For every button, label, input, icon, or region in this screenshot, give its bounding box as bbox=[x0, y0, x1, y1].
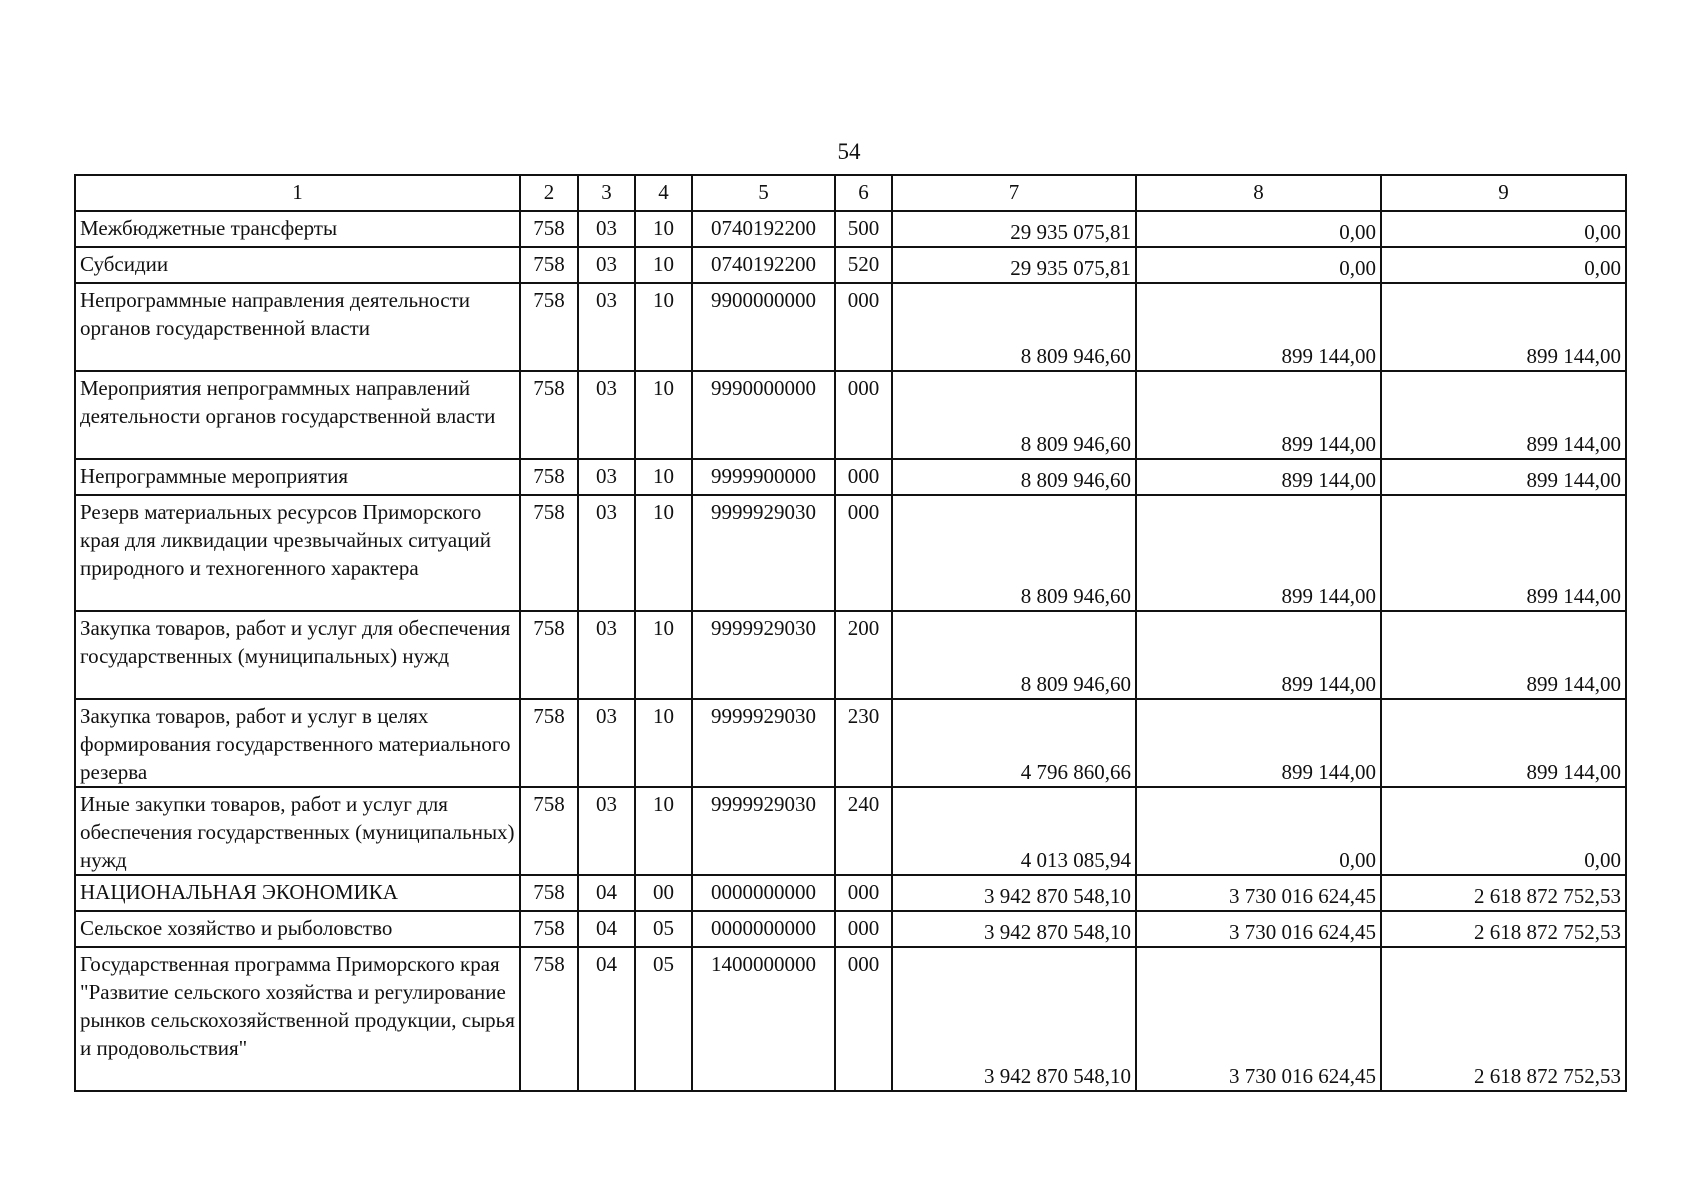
column-header-row bbox=[75, 175, 1626, 211]
target-article-code: 9900000000 bbox=[692, 283, 835, 371]
budget-table bbox=[74, 174, 1627, 1092]
table-row bbox=[75, 459, 1626, 495]
admin-code: 758 bbox=[520, 459, 578, 495]
expense-type-code: 200 bbox=[835, 611, 892, 699]
target-article-code: 9999929030 bbox=[692, 495, 835, 611]
page-number: 54 bbox=[837, 139, 861, 164]
section-code: 03 bbox=[578, 611, 635, 699]
target-article-code: 1400000000 bbox=[692, 947, 835, 1091]
admin-code: 758 bbox=[520, 371, 578, 459]
column-header: 6 bbox=[835, 175, 892, 211]
expense-type-code: 000 bbox=[835, 947, 892, 1091]
expense-type-code: 230 bbox=[835, 699, 892, 787]
row-name: Непрограммные мероприятия bbox=[75, 459, 520, 495]
target-article-code: 9999929030 bbox=[692, 787, 835, 875]
column-header: 7 bbox=[892, 175, 1136, 211]
table-row bbox=[75, 371, 1626, 459]
expense-type-code: 000 bbox=[835, 495, 892, 611]
subsection-code: 10 bbox=[635, 371, 692, 459]
amount-year-2: 899 144,00 bbox=[1136, 283, 1381, 371]
expense-type-code: 240 bbox=[835, 787, 892, 875]
admin-code: 758 bbox=[520, 947, 578, 1091]
row-name: Сельское хозяйство и рыболовство bbox=[75, 911, 520, 947]
section-code: 03 bbox=[578, 371, 635, 459]
amount-year-2: 3 730 016 624,45 bbox=[1136, 911, 1381, 947]
section-code: 04 bbox=[578, 947, 635, 1091]
amount-year-3: 899 144,00 bbox=[1381, 371, 1626, 459]
section-code: 03 bbox=[578, 283, 635, 371]
amount-year-2: 0,00 bbox=[1136, 211, 1381, 247]
amount-year-2: 899 144,00 bbox=[1136, 611, 1381, 699]
amount-year-2: 899 144,00 bbox=[1136, 699, 1381, 787]
section-code: 03 bbox=[578, 211, 635, 247]
row-name: Мероприятия непрограммных направлений деятельности органов государственной власти bbox=[75, 371, 520, 459]
target-article-code: 9999929030 bbox=[692, 611, 835, 699]
expense-type-code: 000 bbox=[835, 459, 892, 495]
target-article-code: 9999929030 bbox=[692, 699, 835, 787]
column-header: 5 bbox=[692, 175, 835, 211]
column-header: 2 bbox=[520, 175, 578, 211]
amount-year-3: 899 144,00 bbox=[1381, 495, 1626, 611]
table-row bbox=[75, 947, 1626, 1091]
admin-code: 758 bbox=[520, 495, 578, 611]
amount-year-2: 0,00 bbox=[1136, 787, 1381, 875]
amount-year-2: 899 144,00 bbox=[1136, 495, 1381, 611]
subsection-code: 10 bbox=[635, 611, 692, 699]
subsection-code: 10 bbox=[635, 459, 692, 495]
section-code: 03 bbox=[578, 787, 635, 875]
expense-type-code: 000 bbox=[835, 283, 892, 371]
section-code: 03 bbox=[578, 459, 635, 495]
section-code: 03 bbox=[578, 247, 635, 283]
admin-code: 758 bbox=[520, 611, 578, 699]
amount-year-3: 0,00 bbox=[1381, 247, 1626, 283]
amount-year-1: 8 809 946,60 bbox=[892, 283, 1136, 371]
admin-code: 758 bbox=[520, 875, 578, 911]
target-article-code: 0740192200 bbox=[692, 211, 835, 247]
amount-year-3: 0,00 bbox=[1381, 787, 1626, 875]
admin-code: 758 bbox=[520, 211, 578, 247]
amount-year-2: 0,00 bbox=[1136, 247, 1381, 283]
subsection-code: 05 bbox=[635, 947, 692, 1091]
admin-code: 758 bbox=[520, 283, 578, 371]
amount-year-1: 8 809 946,60 bbox=[892, 495, 1136, 611]
expense-type-code: 500 bbox=[835, 211, 892, 247]
amount-year-2: 899 144,00 bbox=[1136, 371, 1381, 459]
target-article-code: 0740192200 bbox=[692, 247, 835, 283]
amount-year-3: 2 618 872 752,53 bbox=[1381, 947, 1626, 1091]
amount-year-2: 899 144,00 bbox=[1136, 459, 1381, 495]
subsection-code: 10 bbox=[635, 495, 692, 611]
expense-type-code: 520 bbox=[835, 247, 892, 283]
amount-year-3: 899 144,00 bbox=[1381, 283, 1626, 371]
table-row bbox=[75, 699, 1626, 787]
table-row bbox=[75, 211, 1626, 247]
table-body bbox=[75, 175, 1626, 1091]
row-name: Закупка товаров, работ и услуг в целях формирования государственного материального резерва bbox=[75, 699, 520, 787]
column-header: 3 bbox=[578, 175, 635, 211]
row-name: Иные закупки товаров, работ и услуг для обеспечения государственных (муниципальных) нужд bbox=[75, 787, 520, 875]
amount-year-3: 0,00 bbox=[1381, 211, 1626, 247]
column-header: 8 bbox=[1136, 175, 1381, 211]
section-code: 03 bbox=[578, 699, 635, 787]
subsection-code: 10 bbox=[635, 699, 692, 787]
amount-year-1: 3 942 870 548,10 bbox=[892, 911, 1136, 947]
row-name: Государственная программа Приморского края "Развитие сельского хозяйства и регулирование рынков сельскохозяйственной продукции, сырья и продовольствия" bbox=[75, 947, 520, 1091]
subsection-code: 10 bbox=[635, 247, 692, 283]
table-row bbox=[75, 911, 1626, 947]
amount-year-1: 8 809 946,60 bbox=[892, 459, 1136, 495]
target-article-code: 9999900000 bbox=[692, 459, 835, 495]
row-name: Закупка товаров, работ и услуг для обеспечения государственных (муниципальных) нужд bbox=[75, 611, 520, 699]
amount-year-1: 4 796 860,66 bbox=[892, 699, 1136, 787]
amount-year-1: 8 809 946,60 bbox=[892, 611, 1136, 699]
amount-year-1: 29 935 075,81 bbox=[892, 247, 1136, 283]
table-row bbox=[75, 611, 1626, 699]
section-code: 04 bbox=[578, 875, 635, 911]
table-row bbox=[75, 283, 1626, 371]
subsection-code: 10 bbox=[635, 787, 692, 875]
table-row bbox=[75, 495, 1626, 611]
row-name: Субсидии bbox=[75, 247, 520, 283]
row-name: Межбюджетные трансферты bbox=[75, 211, 520, 247]
amount-year-1: 4 013 085,94 bbox=[892, 787, 1136, 875]
admin-code: 758 bbox=[520, 247, 578, 283]
section-code: 04 bbox=[578, 911, 635, 947]
expense-type-code: 000 bbox=[835, 371, 892, 459]
amount-year-1: 8 809 946,60 bbox=[892, 371, 1136, 459]
column-header: 9 bbox=[1381, 175, 1626, 211]
expense-type-code: 000 bbox=[835, 911, 892, 947]
amount-year-3: 899 144,00 bbox=[1381, 611, 1626, 699]
row-name: НАЦИОНАЛЬНАЯ ЭКОНОМИКА bbox=[75, 875, 520, 911]
subsection-code: 10 bbox=[635, 283, 692, 371]
amount-year-1: 29 935 075,81 bbox=[892, 211, 1136, 247]
amount-year-1: 3 942 870 548,10 bbox=[892, 947, 1136, 1091]
expense-type-code: 000 bbox=[835, 875, 892, 911]
amount-year-3: 899 144,00 bbox=[1381, 459, 1626, 495]
admin-code: 758 bbox=[520, 699, 578, 787]
target-article-code: 9990000000 bbox=[692, 371, 835, 459]
subsection-code: 10 bbox=[635, 211, 692, 247]
amount-year-3: 2 618 872 752,53 bbox=[1381, 875, 1626, 911]
section-code: 03 bbox=[578, 495, 635, 611]
target-article-code: 0000000000 bbox=[692, 911, 835, 947]
amount-year-2: 3 730 016 624,45 bbox=[1136, 875, 1381, 911]
amount-year-1: 3 942 870 548,10 bbox=[892, 875, 1136, 911]
table-row bbox=[75, 787, 1626, 875]
column-header: 1 bbox=[75, 175, 520, 211]
column-header: 4 bbox=[635, 175, 692, 211]
amount-year-2: 3 730 016 624,45 bbox=[1136, 947, 1381, 1091]
row-name: Непрограммные направления деятельности органов государственной власти bbox=[75, 283, 520, 371]
amount-year-3: 899 144,00 bbox=[1381, 699, 1626, 787]
admin-code: 758 bbox=[520, 911, 578, 947]
table-row bbox=[75, 247, 1626, 283]
table-row bbox=[75, 875, 1626, 911]
row-name: Резерв материальных ресурсов Приморского края для ликвидации чрезвычайных ситуаций природного и техногенного характера bbox=[75, 495, 520, 611]
amount-year-3: 2 618 872 752,53 bbox=[1381, 911, 1626, 947]
subsection-code: 00 bbox=[635, 875, 692, 911]
target-article-code: 0000000000 bbox=[692, 875, 835, 911]
subsection-code: 05 bbox=[635, 911, 692, 947]
admin-code: 758 bbox=[520, 787, 578, 875]
